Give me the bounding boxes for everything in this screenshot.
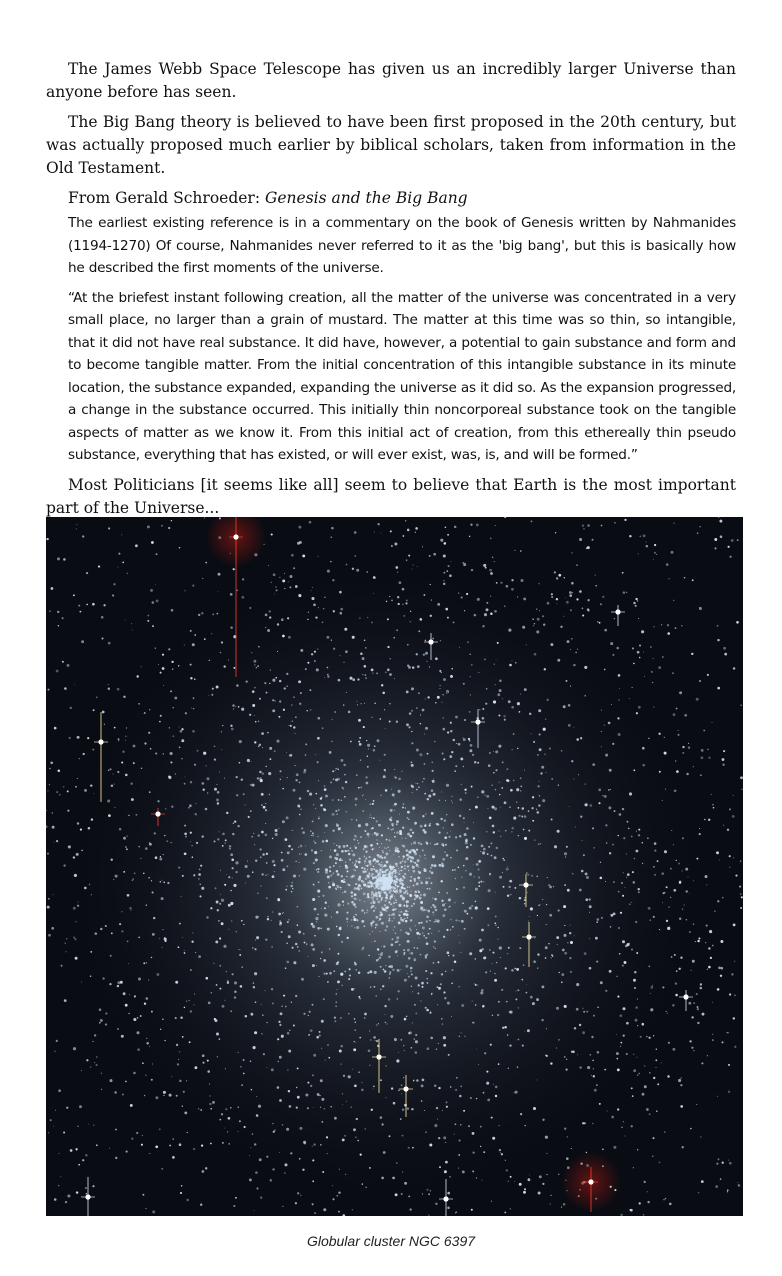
paragraph-intro: The James Webb Space Telescope has given us an incredibly larger Universe than anyone before has seen. bbox=[46, 60, 736, 101]
globular-cluster-image bbox=[46, 517, 743, 1216]
paragraph-politicians: Most Politicians [it seems like all] seem to believe that Earth is the most important part of the Universe... bbox=[46, 475, 736, 517]
paragraph-big-bang: The Big Bang theory is believed to have been first proposed in the 20th century, but was actually proposed much earlier by biblical scholars, taken from information in the Old Testament. bbox=[46, 113, 736, 177]
figure-caption: Globular cluster NGC 6397 bbox=[306, 1233, 476, 1249]
starfield-illustration bbox=[46, 517, 743, 1216]
quote-creation: “At the briefest instant following creation, all the matter of the universe was concentrated in a very small place, no larger than a grain of mustard. The matter at this time was so thin, so intangible, that it did not have real substance. It did have, however, a potential to gain substance and form and to become tangible matter. From the initial concentration of this intangible substance in its minute location, the substance expanded, expanding the universe as it did so. As the expansion progressed, a change in the substance occurred. This initially thin noncorporeal substance took on the tangible aspects of matter as we know it. From this initial act of creation, from this ethereally thin pseudo substance, everything that has existed, or will ever exist, was, is, and will be formed.” bbox=[68, 289, 736, 463]
source-prefix: From Gerald Schroeder: bbox=[68, 189, 265, 207]
text-block bbox=[46, 58, 736, 526]
source-line bbox=[46, 187, 736, 210]
source-title: Genesis and the Big Bang bbox=[264, 189, 468, 207]
quote-nahmanides-intro: The earliest existing reference is in a commentary on the book of Genesis written by Nahmanides (1194-1270) Of course, Nahmanides never referred to it as the 'big bang', but this is basically how he described the first moments of the universe. bbox=[68, 215, 736, 276]
